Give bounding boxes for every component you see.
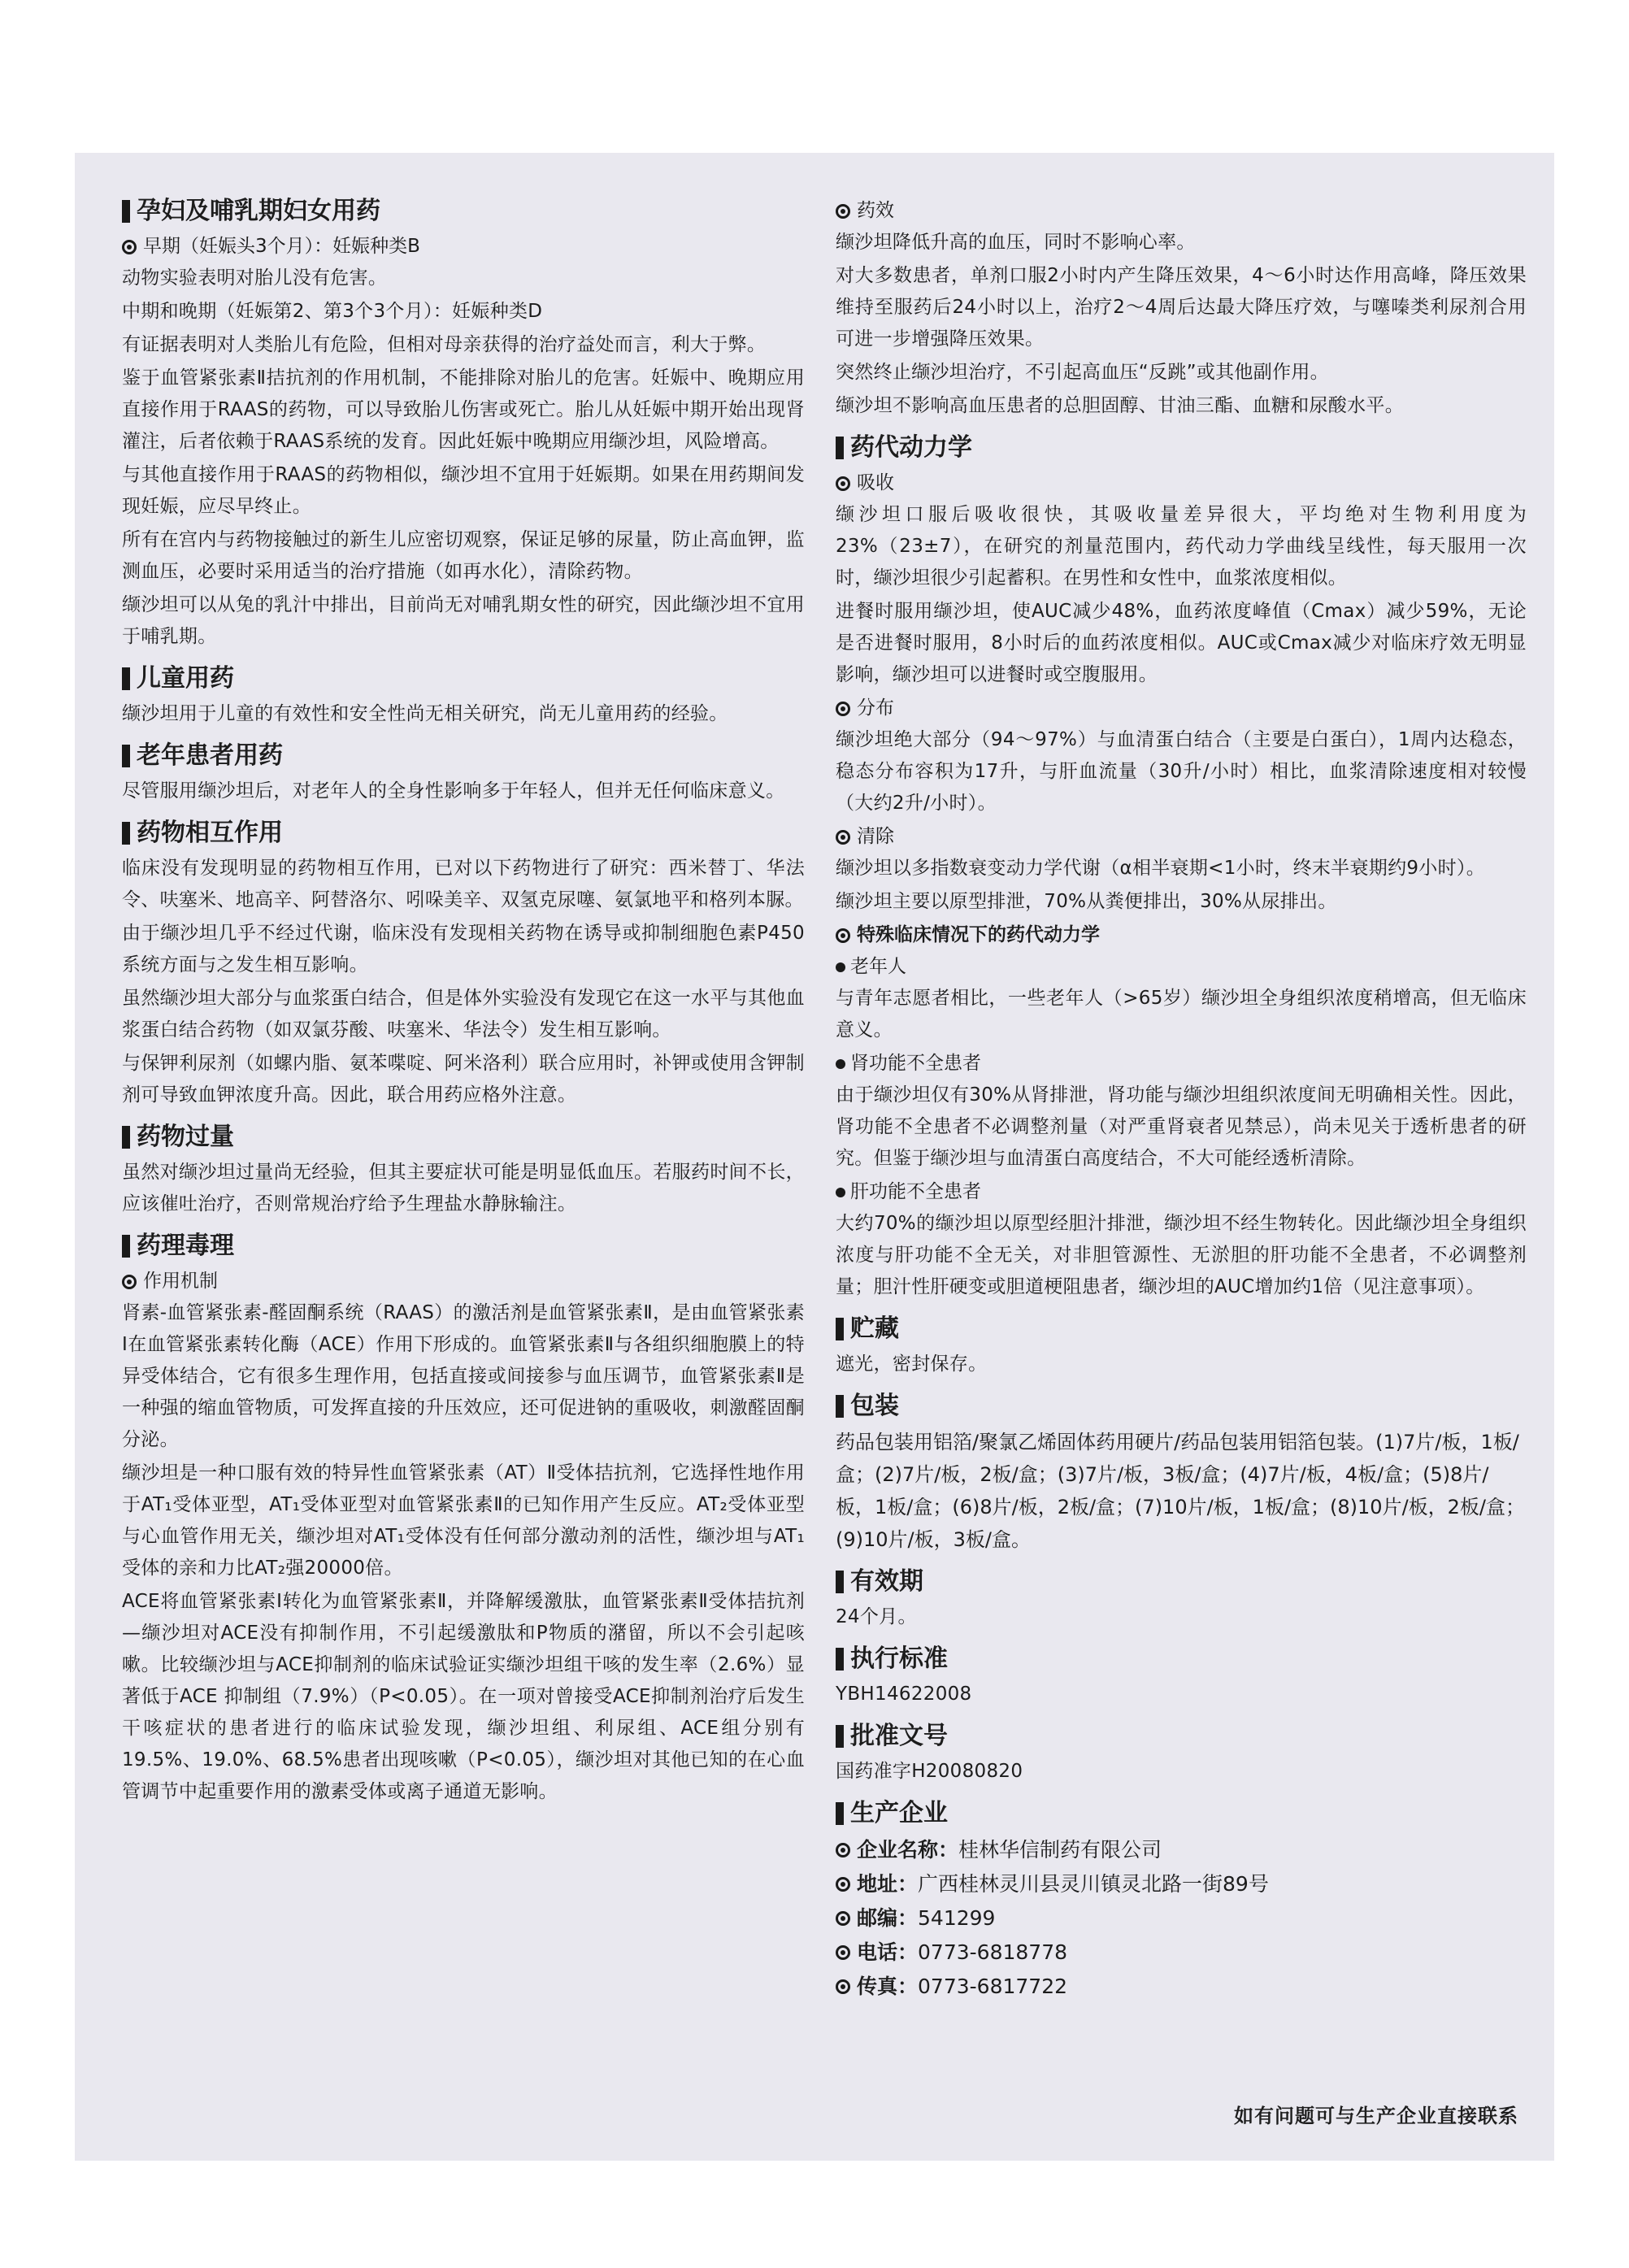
bullet-icon [836,1877,850,1892]
paragraph: 有证据表明对人类胎儿有危险，但相对母亲获得的治疗益处而言，利大于弊。 [122,334,767,355]
section-pregnancy [122,195,805,653]
paragraph: 缬沙坦主要以原型排泄，70%从粪便排出，30%从尿排出。 [836,891,1337,912]
paragraph: 缬沙坦可以从兔的乳汁中排出，目前尚无对哺乳期女性的研究，因此缬沙坦不宜用于哺乳期。 [122,594,805,647]
mechanism-label: 作用机制 [122,1266,805,1297]
paragraph: 24个月。 [836,1606,917,1627]
section-heading: 药物相互作用 [122,817,805,849]
bullet-icon [836,204,850,219]
hepatic-label: 肝功能不全患者 [836,1176,1527,1208]
section-heading: 药物过量 [122,1121,805,1154]
section-heading: 贮藏 [836,1313,1527,1345]
paragraph: 虽然缬沙坦大部分与血浆蛋白结合，但是体外实验没有发现它在这一水平与其他血浆蛋白结合药物（如双氯芬酸、呋塞米、华法令）发生相互影响。 [122,988,805,1041]
paragraph: YBH14622008 [836,1684,972,1705]
section-heading: 药代动力学 [836,432,1527,464]
paragraph: 动物实验表明对胎儿没有危害。 [122,267,388,289]
paragraph: 缬沙坦降低升高的血压，同时不影响心率。 [836,232,1196,253]
left-column [122,195,805,1813]
efficacy-label: 药效 [836,195,1527,227]
section-heading: 老年患者用药 [122,740,805,772]
company-zip-row: 邮编： 541299 [836,1901,1527,1936]
paragraph: ACE将血管紧张素Ⅰ转化为血管紧张素Ⅱ，并降解缓激肽，血管紧张素Ⅱ受体拮抗剂—缬沙坦对ACE没有抑制作用，不引起缓激肽和P物质的潴留，所以不会引起咳嗽。比较缬沙坦与ACE抑制剂的临床试验证实缬沙坦组干咳的发生率（2.6%）显著低于ACE 抑制组（7.9%）（P<0.05）。在一项对曾接受ACE抑制剂治疗后发生干咳症状的患者进行的临床试验发现，缬沙坦组、利尿组、ACE组分别有19.5%、19.0%、68.5%患者出现咳嗽（P<0.05），缬沙坦对其他已知的在心血管调节中起重要作用的激素受体或离子通道无影响。 [122,1591,805,1802]
section-heading: 有效期 [836,1566,1527,1598]
company-phone-row: 电话： 0773-6818778 [836,1936,1527,1970]
section-packaging [836,1390,1527,1556]
bullet-icon [836,1843,850,1857]
paragraph: 国药准字H20080820 [836,1761,1023,1782]
section-elderly [122,740,805,807]
section-pharmacology [122,1230,805,1808]
paragraph: 临床没有发现明显的药物相互作用，已对以下药物进行了研究：西米替丁、华法令、呋塞米、地高辛、阿替洛尔、吲哚美辛、双氢克尿噻、氨氯地平和格列本脲。 [122,858,805,910]
paragraph: 大约70%的缬沙坦以原型经胆汁排泄，缬沙坦不经生物转化。因此缬沙坦全身组织浓度与肝功能不全无关，对非胆管源性、无淤胆的肝功能不全患者，不必调整剂量；胆汁性肝硬变或胆道梗阻患者，缬沙坦的AUC增加约1倍（见注意事项）。 [836,1213,1527,1297]
paragraph: 虽然对缬沙坦过量尚无经验，但其主要症状可能是明显低血压。若服药时间不长，应该催吐治疗，否则常规治疗给予生理盐水静脉输注。 [122,1162,805,1214]
section-heading: 儿童用药 [122,663,805,695]
paragraph: 与保钾利尿剂（如螺内脂、氨苯喋啶、阿米洛利）联合应用时，补钾或使用含钾制剂可导致血钾浓度升高。因此，联合用药应格外注意。 [122,1053,805,1106]
paragraph: 缬沙坦是一种口服有效的特异性血管紧张素（AT）Ⅱ受体拮抗剂，它选择性地作用于AT₁受体亚型，AT₁受体亚型对血管紧张素Ⅱ的已知作用产生反应。AT₂受体亚型与心血管作用无关，缬沙坦对AT₁受体没有任何部分激动剂的活性，缬沙坦与AT₁受体的亲和力比AT₂强20000倍。 [122,1462,805,1579]
bullet-icon [122,240,137,254]
paragraph: 对大多数患者，单剂口服2小时内产生降压效果，4～6小时达作用高峰，降压效果维持至服药后24小时以上，治疗2～4周后达最大降压疗效，与噻嗪类利尿剂合用可进一步增强降压效果。 [836,265,1527,350]
dot-icon [836,1188,845,1197]
section-efficacy [836,195,1527,422]
section-approval [836,1720,1527,1788]
paragraph: 肾素-血管紧张素-醛固酮系统（RAAS）的激活剂是血管紧张素Ⅱ，是由血管紧张素Ⅰ在血管紧张素转化酶（ACE）作用下形成的。血管紧张素Ⅱ与各组织细胞膜上的特异受体结合，它有很多生理作用，包括直接或间接参与血压调节，血管紧张素Ⅱ是一种强的缩血管物质，可发挥直接的升压效应，还可促进钠的重吸收，刺激醛固酮分泌。 [122,1302,805,1450]
right-column [836,195,1527,2009]
leaflet-page [75,153,1554,2161]
company-name-row: 企业名称： 桂林华信制药有限公司 [836,1833,1527,1867]
paragraph: 突然终止缬沙坦治疗，不引起高血压“反跳”或其他副作用。 [836,362,1329,383]
paragraph: 由于缬沙坦几乎不经过代谢，临床没有发现相关药物在诱导或抑制细胞色素P450系统方面与之发生相互影响。 [122,923,805,975]
dot-icon [836,1059,845,1069]
section-company [836,1797,1527,2004]
section-heading: 药理毒理 [122,1230,805,1262]
paragraph: 缬沙坦以多指数衰变动力学代谢（α相半衰期<1小时，终末半衰期约9小时）。 [836,858,1485,879]
paragraph: 与青年志愿者相比，一些老年人（>65岁）缬沙坦全身组织浓度稍增高，但无临床意义。 [836,988,1527,1041]
paragraph: 药品包装用铝箔/聚氯乙烯固体药用硬片/药品包装用铝箔包装。(1)7片/板，1板/盒；(2)7片/板，2板/盒；(3)7片/板，3板/盒；(4)7片/板，4板/盒；(5)8片/板，1板/盒；(6)8片/板，2板/盒；(7)10片/板，1板/盒；(8)10片/板，2板/盒；(9)10片/板，3板/盒。 [836,1431,1526,1551]
bullet-icon [122,1275,137,1289]
section-heading: 批准文号 [836,1720,1527,1753]
special-conditions-label: 特殊临床情况下的药代动力学 [836,919,1527,951]
mid-late-pregnancy-label: 中期和晚期（妊娠第2、第3个3个月）：妊娠种类D [122,301,543,322]
section-storage [836,1313,1527,1380]
paragraph: 鉴于血管紧张素Ⅱ拮抗剂的作用机制，不能排除对胎儿的危害。妊娠中、晚期应用直接作用于RAAS的药物，可以导致胎儿伤害或死亡。胎儿从妊娠中期开始出现肾灌注，后者依赖于RAAS系统的发育。因此妊娠中晚期应用缬沙坦，风险增高。 [122,367,805,452]
section-pharmacokinetics [836,432,1527,1303]
paragraph: 缬沙坦不影响高血压患者的总胆固醇、甘油三酯、血糖和尿酸水平。 [836,395,1404,416]
bullet-icon [836,476,850,491]
paragraph: 与其他直接作用于RAAS的药物相似，缬沙坦不宜用于妊娠期。如果在用药期间发现妊娠，应尽早终止。 [122,464,805,517]
company-address-row: 地址： 广西桂林灵川县灵川镇灵北路一街89号 [836,1867,1527,1901]
paragraph: 遮光，密封保存。 [836,1353,988,1375]
paragraph: 进餐时服用缬沙坦，使AUC减少48%，血药浓度峰值（Cmax）减少59%，无论是否进餐时服用，8小时后的血药浓度相似。AUC或Cmax减少对临床疗效无明显影响，缬沙坦可以进餐时或空腹服用。 [836,601,1527,685]
bullet-icon [836,1911,850,1926]
paragraph: 所有在宫内与药物接触过的新生儿应密切观察，保证足够的尿量，防止高血钾，监测血压，必要时采用适当的治疗措施（如再水化），清除药物。 [122,529,805,582]
dot-icon [836,962,845,972]
bullet-icon [836,1945,850,1960]
paragraph: 由于缬沙坦仅有30%从肾排泄，肾功能与缬沙坦组织浓度间无明确相关性。因此，肾功能不全患者不必调整剂量（对严重肾衰者见禁忌），尚未见关于透析患者的研究。但鉴于缬沙坦与血清蛋白高度结合，不大可能经透析清除。 [836,1084,1527,1169]
section-interactions [122,817,805,1111]
absorption-label: 吸收 [836,467,1527,499]
bullet-icon [836,928,850,943]
paragraph: 尽管服用缬沙坦后，对老年人的全身性影响多于年轻人，但并无任何临床意义。 [122,780,785,802]
distribution-label: 分布 [836,693,1527,724]
section-heading: 执行标准 [836,1643,1527,1675]
early-pregnancy-label: 早期（妊娠头3个月）：妊娠种类B [122,231,805,263]
section-heading: 包装 [836,1390,1527,1423]
bullet-icon [836,702,850,716]
paragraph: 缬沙坦绝大部分（94～97%）与血清蛋白结合（主要是白蛋白），1周内达稳态，稳态分布容积为17升，与肝血流量（30升/小时）相比，血浆清除速度相对较慢（大约2升/小时）。 [836,729,1527,814]
section-heading: 生产企业 [836,1797,1527,1830]
company-fax-row: 传真： 0773-6817722 [836,1970,1527,2004]
bullet-icon [836,1979,850,1994]
paragraph: 缬沙坦用于儿童的有效性和安全性尚无相关研究，尚无儿童用药的经验。 [122,703,728,724]
section-heading: 孕妇及哺乳期妇女用药 [122,195,805,228]
elderly-label: 老年人 [836,951,1527,983]
clearance-label: 清除 [836,821,1527,853]
section-overdose [122,1121,805,1220]
section-standard [836,1643,1527,1710]
renal-label: 肾功能不全患者 [836,1048,1527,1080]
footer-note: 如有问题可与生产企业直接联系 [1234,2105,1518,2127]
section-validity [836,1566,1527,1633]
paragraph: 缬沙坦口服后吸收很快，其吸收量差异很大，平均绝对生物利用度为23%（23±7），在研究的剂量范围内，药代动力学曲线呈线性，每天服用一次时，缬沙坦很少引起蓄积。在男性和女性中，血浆浓度相似。 [836,504,1527,589]
section-children [122,663,805,730]
bullet-icon [836,830,850,845]
